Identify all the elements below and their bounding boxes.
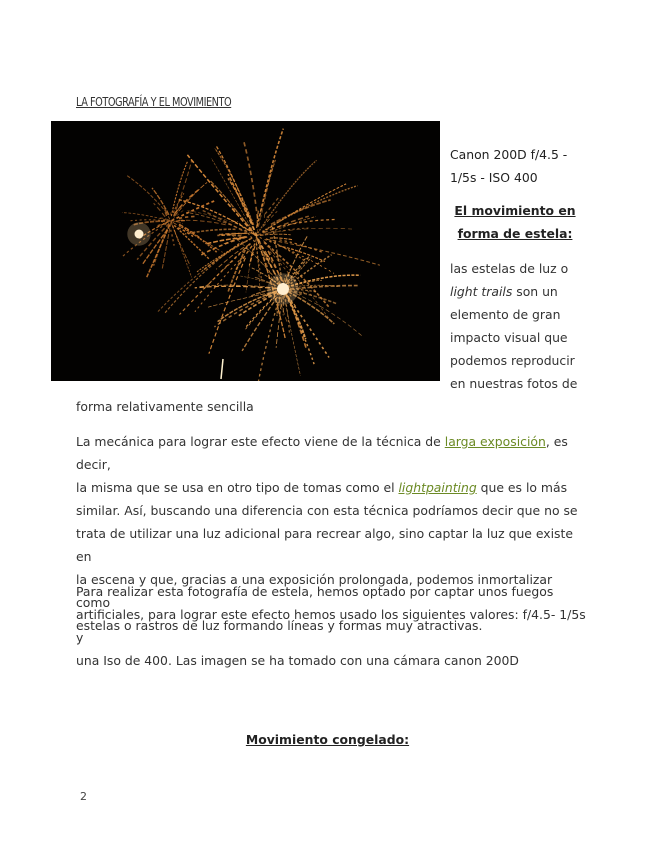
spark-trail bbox=[152, 188, 169, 215]
side-paragraph-continuation: forma relativamente sencilla bbox=[76, 399, 254, 414]
paragraph-line: similar. Así, buscando una diferencia con esta técnica podríamos decir que no se bbox=[76, 503, 578, 518]
spark-trail bbox=[228, 178, 253, 224]
paragraph-line: Para realizar esta fotografía de estela, hemos optado por captar unos fuegos bbox=[76, 584, 554, 599]
side-line: las estelas de luz o bbox=[450, 261, 569, 276]
side-line bbox=[450, 280, 585, 303]
spark-trail bbox=[285, 292, 329, 357]
spark-trail bbox=[195, 257, 243, 312]
spark-trail bbox=[174, 160, 192, 216]
rocket-trail bbox=[221, 359, 223, 379]
spark-trail bbox=[217, 235, 241, 236]
paragraph-line: la escena y que, gracias a una exposición prolongada, podemos inmortalizar como bbox=[76, 572, 553, 610]
spark-trail bbox=[290, 291, 362, 336]
paragraph-line: trata de utilizar una luz adicional para recrear algo, sino captar la luz que existe en bbox=[76, 526, 573, 564]
paragraph-line bbox=[76, 430, 586, 476]
spark-trail bbox=[126, 175, 166, 213]
fireworks-image bbox=[51, 121, 440, 381]
spark-trail bbox=[257, 165, 273, 234]
italic-term: light trails bbox=[450, 284, 513, 299]
photo-caption bbox=[450, 143, 580, 189]
side-line: podemos reproducir bbox=[450, 353, 575, 368]
spark-trail bbox=[280, 240, 323, 252]
spark-trail bbox=[262, 186, 357, 232]
paragraph-line: estelas o rastros de luz formando líneas y formas muy atractivas. bbox=[76, 618, 483, 633]
movimiento-congelado-heading: Movimiento congelado: bbox=[245, 732, 410, 747]
spark-trail bbox=[211, 158, 254, 233]
text-run: , es decir, bbox=[76, 434, 568, 472]
subheading-line-1: El movimiento en bbox=[454, 203, 576, 218]
section-heading: LA FOTOGRAFÍA Y EL MOVIMIENTO bbox=[76, 94, 232, 109]
lightpainting-link[interactable]: lightpainting bbox=[398, 480, 477, 495]
spark-trail bbox=[171, 230, 175, 246]
side-line: elemento de gran bbox=[450, 307, 561, 322]
spark-trail bbox=[270, 238, 293, 240]
paragraph-line bbox=[76, 476, 586, 499]
spark-trail bbox=[243, 140, 257, 219]
spark-trail bbox=[228, 174, 248, 217]
text-run: que es lo más bbox=[476, 480, 568, 495]
spark-trail bbox=[260, 234, 291, 235]
subheading-estela bbox=[450, 199, 580, 245]
caption-line-2: 1/5s - ISO 400 bbox=[450, 170, 538, 185]
light-halo bbox=[267, 273, 298, 304]
caption-line-1: Canon 200D f/4.5 - bbox=[450, 147, 568, 162]
paragraph-line: una Iso de 400. Las imagen se ha tomado con una cámara canon 200D bbox=[76, 653, 519, 668]
spark-trail bbox=[257, 129, 283, 227]
page-number: 2 bbox=[80, 790, 87, 803]
side-line-rest: son un bbox=[512, 284, 558, 299]
text-run: la misma que se usa en otro tipo de tomas como el bbox=[76, 480, 399, 495]
fireworks-photo bbox=[51, 121, 440, 381]
light-halo bbox=[127, 222, 150, 245]
larga-exposicion-link[interactable]: larga exposición bbox=[444, 434, 546, 449]
spark-trail bbox=[186, 212, 252, 234]
spark-trail bbox=[274, 228, 352, 232]
subheading-line-2: forma de estela: bbox=[457, 226, 573, 241]
spark-trail bbox=[122, 213, 166, 220]
side-paragraph bbox=[450, 257, 585, 395]
spark-trail bbox=[129, 220, 165, 221]
spark-trail bbox=[195, 286, 278, 288]
spark-trail bbox=[176, 221, 185, 222]
spark-trail bbox=[179, 216, 195, 218]
spark-trail bbox=[272, 220, 336, 229]
spark-trail bbox=[186, 211, 242, 227]
text-run: La mecánica para lograr este efecto viene de la técnica de bbox=[76, 434, 445, 449]
paragraph-line: artificiales, para lograr este efecto hemos usado los siguientes valores: f/4.5- 1/5s y bbox=[76, 607, 586, 645]
side-line: en nuestras fotos de bbox=[450, 376, 578, 391]
side-line: impacto visual que bbox=[450, 330, 568, 345]
spark-trail bbox=[157, 241, 243, 312]
spark-trail bbox=[173, 193, 184, 213]
paragraph-realizar bbox=[76, 580, 586, 672]
